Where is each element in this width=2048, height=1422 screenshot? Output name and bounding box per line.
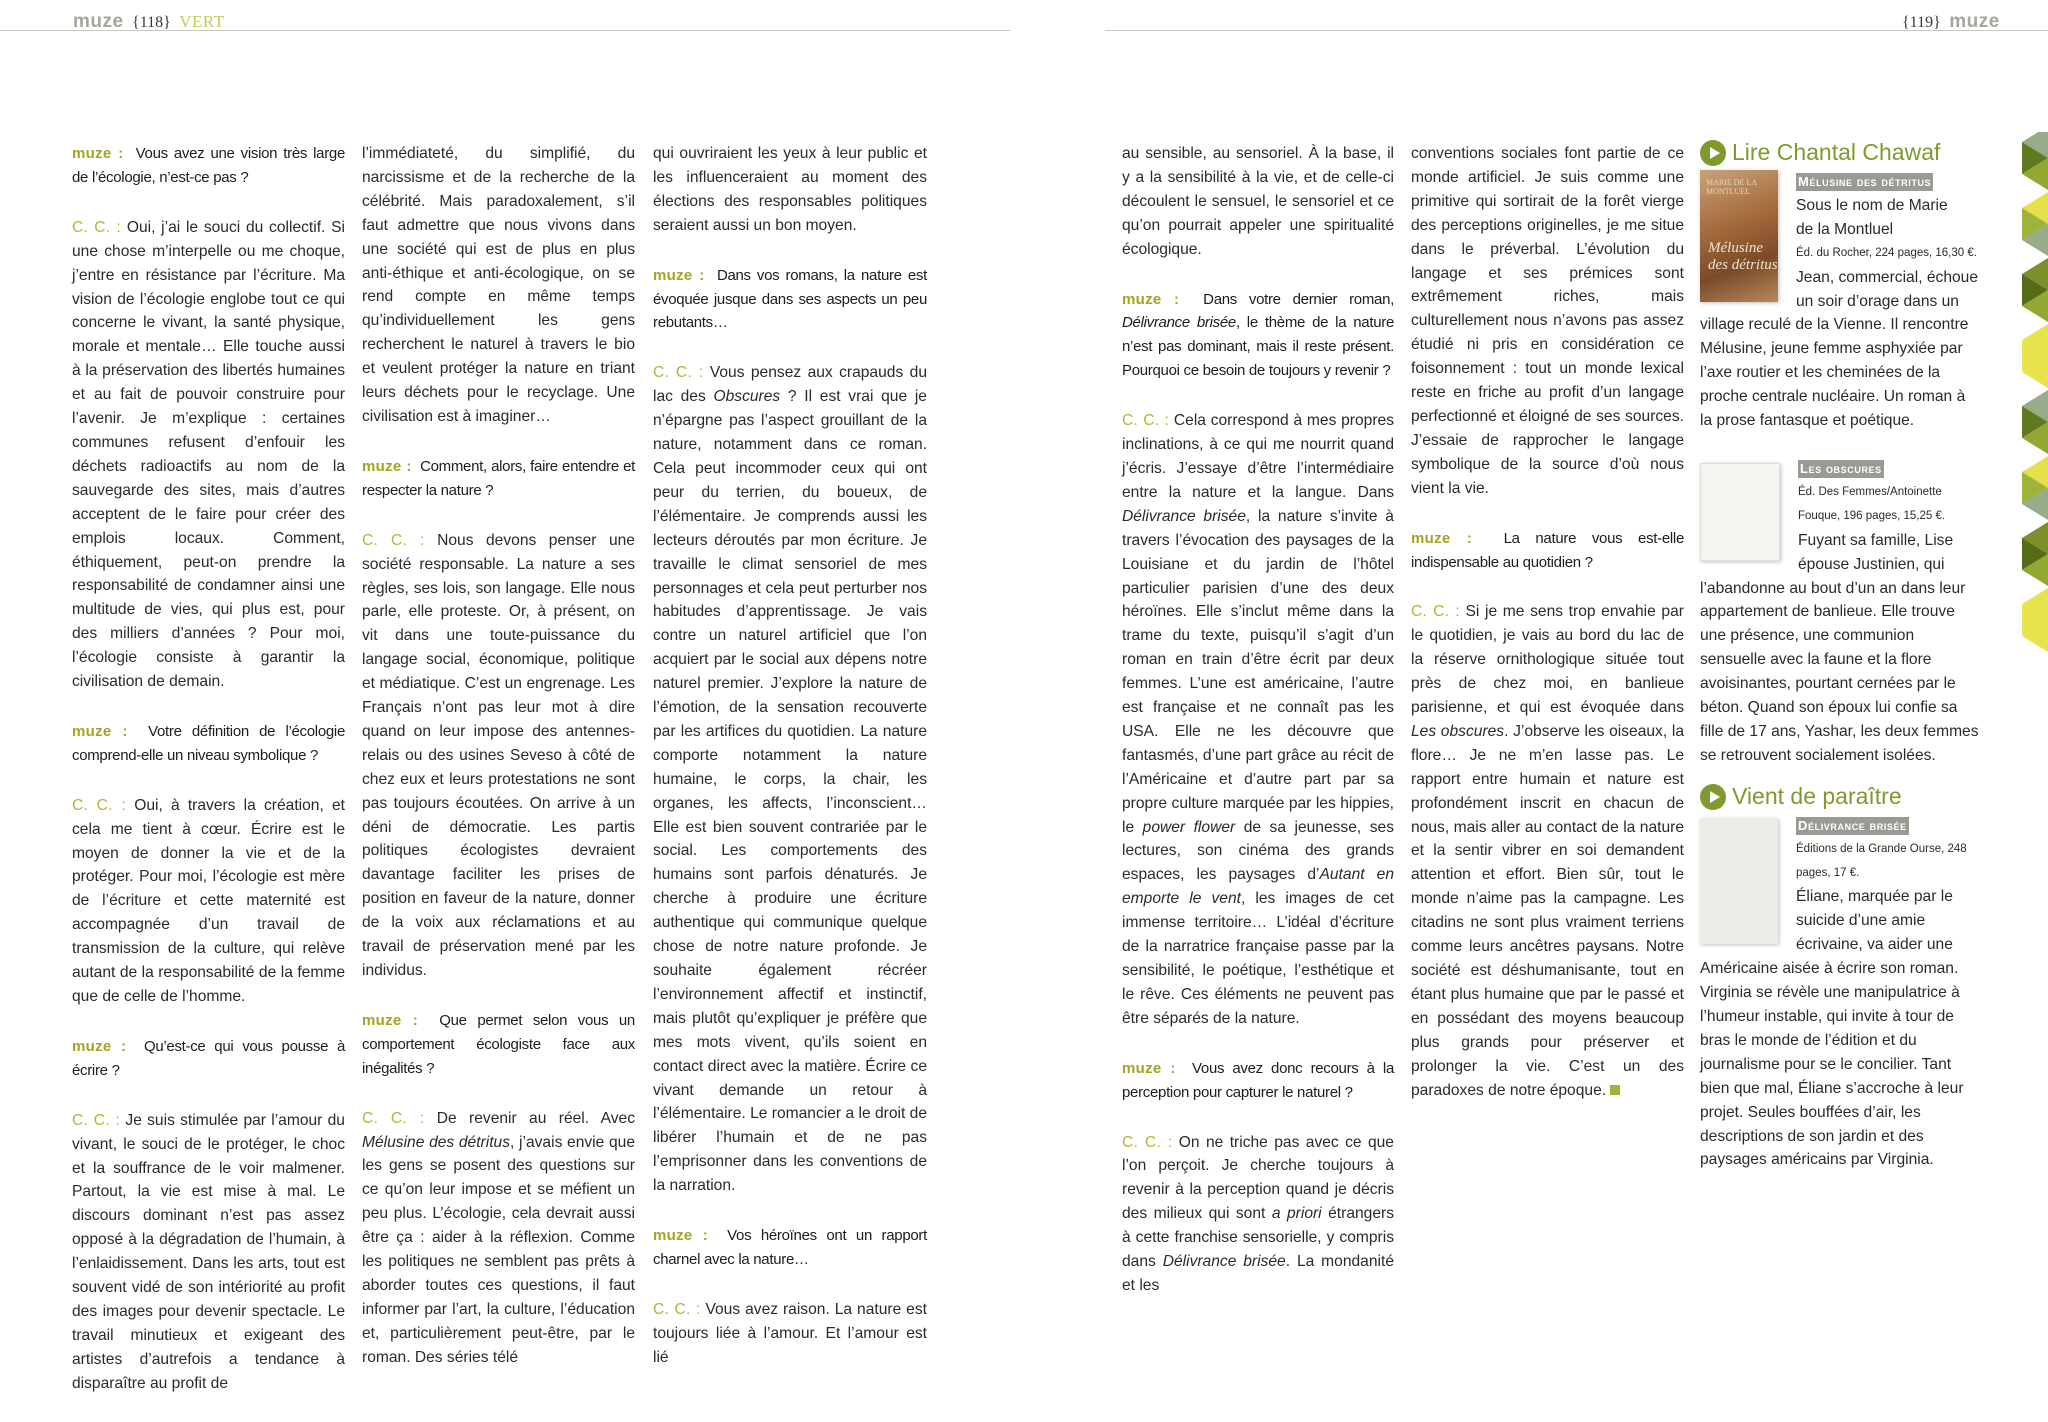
text-span: Votre définition de l’écologie comprend-elle un niveau symbolique ? xyxy=(72,722,345,764)
question-label: muze : xyxy=(653,1227,709,1245)
interview-answer xyxy=(1122,409,1394,1031)
sidebar-heading-new xyxy=(1700,782,1980,812)
italic-title: a priori xyxy=(1271,1205,1322,1223)
interview-answer xyxy=(653,1298,927,1370)
italic-title: Autant en emporte le vent xyxy=(1122,866,1394,908)
book-entry xyxy=(1700,814,1980,1173)
question-label: muze : xyxy=(362,1011,419,1029)
italic-title: Délivrance brisée xyxy=(1122,314,1236,332)
interview-answer xyxy=(72,794,345,1009)
question-label: muze : xyxy=(72,722,128,740)
answer-label: C. C. : xyxy=(362,1109,425,1127)
book-meta: Éd. Des Femmes/Antoinette Fouque, 196 pages, 15,25 €. xyxy=(1798,485,1946,522)
book-cover-image xyxy=(1700,170,1778,302)
question-label: muze : xyxy=(72,1037,127,1055)
book-meta: Éd. du Rocher, 224 pages, 16,30 €. xyxy=(1796,246,1977,259)
text-span: Vous avez une vision très large de l’écologie, n’est-ce pas ? xyxy=(72,145,345,186)
answer-label: C. C. : xyxy=(72,796,126,814)
text-span: Comment, alors, faire entendre et respecter la nature ? xyxy=(362,457,635,499)
text-span: , la nature s’invite à travers l’évocation des paysages de la Louisiane et du jardin de l’hôtel particulier parisien d’une des deux héroïnes. Elle s’inclut même dans la trame du texte, puisqu’il s’agit d’un roman en train d’être écrit par deux femmes. L’une est américaine, l’autre est française et ne connaît pas les USA. Elle ne les découvre que fantasmés, d’une part grâce au récit de l’Américaine et d’autre part par sa propre culture marquée par les hippies, le xyxy=(1122,507,1394,836)
question-label: muze : xyxy=(72,145,124,162)
text-span: au sensible, au sensoriel. À la base, il y a la sensibilité à la vie, et de celle-ci découlent le sensuel, le sensoriel et ce qu’on pourrait appeler une spiritualité écologique. xyxy=(1122,145,1394,258)
book-entry xyxy=(1700,170,1980,433)
italic-title: Délivrance brisée xyxy=(1122,507,1246,525)
text-span: Oui, j’ai le souci du collectif. Si une chose m’interpelle ou me choque, j’entre en résistance par l’écriture. Ma vision de l’écologie englobe tout ce qui concerne le vivant, la santé physique, morale et mentale… Elle touche aussi à la préservation des libertés humaines et au fait de pouvoir construire pour l’avenir. Je m’explique : certaines communes refusent d’enfouir les déchets radioactifs au nom de la sauvegarde des sites, mais d’autres acceptent de le faire pour créer des emplois locaux. Comment, éthiquement, peut-on prendre la responsabilité de condamner ainsi une multitude de vies, qui plus est, pour des milliers d’années ? Pour moi, l’écologie consiste à garantir la civilisation de demain. xyxy=(72,218,345,691)
text-span: ? Il est vrai que je n’épargne pas l’aspect grouillant de la nature, notamment dans ce roman. Cela peut incommoder ceux qui ont peur du terrien, du boueux, de l’élémentaire. Je comprends aussi les lecteurs déroutés par mon écriture. Je travaille le climat sensoriel de mes personnages et cela peut perturber nos habitudes d’apprentissage. Je vais contre un naturel artificiel que l’on acquiert par le social aux dépens notre naturel premier. J’explore la nature de l’émotion, de la sensation recouverte par les artifices du quotidien. La nature comporte notamment la nature humaine, le corps, la chair, les organes, les affects, l’inconscient… Elle est bien souvent contrariée par le social. Les comportements des humains sont parfois dénaturés. Je cherche à produire une écriture authentique qui communique quelque chose de notre nature profonde. Je souhaite également récréer l’environnement affectif et instinctif, mais plutôt qu’expliquer je préfère que mes mots vivent, qu’ils soient en contact direct avec la matière. Écrire ce vivant demande un retour à l’élémentaire. Le romancier a le droit de libérer l’humain et de ne pas l’emprisonner dans les conventions de la narration. xyxy=(653,388,927,1195)
play-icon xyxy=(1700,784,1726,810)
interview-answer xyxy=(653,361,927,1198)
section-label: VERT xyxy=(179,12,225,31)
text-span: On ne triche pas avec ce que l’on perçoit. Je cherche toujours à revenir à la perception quand je décris des milieux qui sont xyxy=(1122,1133,1394,1223)
interview-question xyxy=(653,264,927,336)
interview-question xyxy=(1122,1057,1394,1105)
page-number: {118} xyxy=(132,14,171,31)
page-number: {119} xyxy=(1902,14,1941,31)
interview-answer-continued xyxy=(653,142,927,238)
italic-title: power flower xyxy=(1142,818,1236,836)
interview-question xyxy=(1122,288,1394,384)
interview-question xyxy=(1411,527,1684,575)
italic-title: Les obscures xyxy=(1411,722,1505,740)
interview-answer xyxy=(362,1107,635,1370)
interview-answer-continued xyxy=(362,142,635,429)
text-span: Dans votre dernier roman, xyxy=(1203,290,1394,308)
italic-title: Délivrance brisée xyxy=(1162,1253,1286,1271)
interview-question xyxy=(362,455,635,503)
interview-question xyxy=(72,142,345,190)
text-span: , le thème de la nature n’est pas dominant, mais il reste présent. Pourquoi ce besoin de toujours y revenir ? xyxy=(1122,314,1394,380)
cover-author: MARIE DE LA MONTLUEL xyxy=(1706,178,1757,196)
question-label: muze : xyxy=(653,266,705,284)
text-span: Qu’est-ce qui vous pousse à écrire ? xyxy=(72,1037,345,1079)
sidebar-heading-text: Lire Chantal Chawaf xyxy=(1732,139,1941,166)
text-span: Vous pensez aux crapauds du lac des xyxy=(653,364,927,406)
interview-question xyxy=(362,1009,635,1081)
book-title: Délivrance brisée xyxy=(1798,817,1907,833)
text-span: Nous devons penser une société responsable. La nature a ses règles, ses lois, son langage. Elle nous parle, elle proteste. Or, à présent, on vit dans une toute-puissance du langage social, économique, politique et médiatique. C’est un engrenage. Les Français n’ont pas leur mot à dire quand on leur impose des antennes-relais ou des usines Seveso à côté de chez eux et leurs protestations ne sont pas toujours écoutées. On arrive à un déni de démocratie. Les partis politiques écologistes devraient davantage faciliter les prises de position en faveur de la nature, donner de la voix aux réclamations et au travail de préservation mené par les individus. xyxy=(362,531,635,979)
text-span: . La mondanité et les xyxy=(1122,1253,1394,1294)
page-header-left xyxy=(73,11,225,33)
text-span: Si je me sens trop envahie par le quotidien, je vais au bord du lac de la réserve ornithologique située tout près de chez moi, en banlieue parisienne, et qui est évoquée dans xyxy=(1411,603,1684,717)
book-entry xyxy=(1700,457,1980,768)
interview-answer xyxy=(72,1109,345,1396)
text-span: de sa jeunesse, ses lectures, son cinéma des grands espaces, les paysages d’ xyxy=(1122,818,1394,884)
text-span: qui ouvriraient les yeux à leur public et les influenceraient au moment des élections des responsables politiques seraient aussi un bon moyen. xyxy=(653,145,927,234)
answer-label: C. C. : xyxy=(653,1300,701,1318)
article-column-5 xyxy=(1411,142,1684,1128)
text-span: Vos héroïnes ont un rapport charnel avec la nature… xyxy=(653,1227,927,1268)
interview-answer xyxy=(1411,600,1684,1102)
text-span: De revenir au réel. Avec xyxy=(436,1109,635,1127)
text-span: La nature vous est-elle indispensable au quotidien ? xyxy=(1411,529,1684,571)
text-span: étrangers à cette franchise sensorielle, y compris dans xyxy=(1122,1205,1395,1271)
answer-label: C. C. : xyxy=(72,1111,121,1129)
book-intro: Sous le nom de Marie de la Montluel xyxy=(1796,196,1948,238)
text-span: , les images de cet immense territoire… L’idéal d’écriture de la narratrice française passe par la sensibilité, le poétique, l’esthétique et le rêve. Ces éléments ne peuvent pas être séparés de la nature. xyxy=(1122,890,1394,1027)
page-header-right xyxy=(1898,11,2000,33)
answer-label: C. C. : xyxy=(1122,412,1170,430)
question-label: muze : xyxy=(1122,1059,1176,1077)
text-span: Vous avez donc recours à la perception pour capturer le naturel ? xyxy=(1122,1059,1394,1101)
italic-title: Obscures xyxy=(713,388,781,406)
brand-logo: muze xyxy=(73,11,124,32)
book-title: Les obscures xyxy=(1800,460,1882,476)
text-span: Je suis stimulée par l’amour du vivant, le souci de le protéger, le choc et la souffrance de le voir malmener. Partout, la vie est mise à mal. Le discours dominant n’est pas assez opposé à la dégradation de l’humain, à l’enlaidissement. Dans les arts, tout est souvent vidé de son intériorité au profit des images pour devenir spectacle. Le travail minutieux et exigeant des artistes d’autrefois a tendance à disparaître au profit de xyxy=(72,1111,345,1392)
book-summary: Jean, commercial, échoue un soir d’orage dans un village reculé de la Vienne. Il rencontre Mélusine, jeune femme asphyxiée par l’axe routier et les cheminées de la proche centrale nucléaire. Un roman à la prose fantasque et poétique. xyxy=(1700,268,1979,430)
text-span: Vous avez raison. La nature est toujours liée à l’amour. Et l’amour est lié xyxy=(653,1300,927,1366)
end-of-article-icon xyxy=(1610,1085,1620,1095)
article-column-2 xyxy=(362,142,635,1396)
sidebar-heading-read xyxy=(1700,138,1980,168)
text-span: . J’observe les oiseaux, la flore… Je ne m’en lasse pas. Le rapport entre humain et nature est profondément inscrit en chacun de nous, mais aller au contact de la nature et la sentir vibrer en soi demandent attention et effort. Bien sûr, tout le monde n’aime pas la campagne. Les citadins ne sont plus vraiment terriens comme leurs ancêtres paysans. Notre société est déshumanisante, tout en étant plus humaine que par le passé et en possédant des moyens beaucoup plus grands pour préserver et prolonger la vie. C’est un des paradoxes de notre époque. xyxy=(1411,722,1684,1099)
answer-label: C. C. : xyxy=(1411,603,1460,621)
answer-label: C. C. : xyxy=(72,218,122,236)
answer-label: C. C. : xyxy=(1122,1133,1173,1151)
interview-answer xyxy=(362,529,635,983)
play-icon xyxy=(1700,140,1726,166)
interview-question xyxy=(72,1035,345,1083)
book-summary: Fuyant sa famille, Lise épouse Justinien, qui l’abandonne au bout d’un an dans leur appartement de banlieue. Elle trouve une présence, une communion sensuelle avec la faune et la flore avoisinantes, pourtant cernées par le béton. Quand son époux lui confie sa fille de 17 ans, Yashar, les deux femmes se retrouvent socialement isolées. xyxy=(1700,531,1979,764)
book-cover-image xyxy=(1700,818,1778,944)
italic-title: Mélusine des détritus xyxy=(362,1133,511,1151)
question-label: muze : xyxy=(1411,529,1473,547)
answer-label: C. C. : xyxy=(362,531,425,549)
question-label: muze : xyxy=(362,457,412,475)
answer-label: C. C. : xyxy=(653,364,704,382)
interview-answer xyxy=(1122,1131,1394,1298)
text-span: Dans vos romans, la nature est évoquée jusque dans ses aspects un peu rebutants… xyxy=(653,266,927,332)
book-sidebar xyxy=(1700,138,1980,1172)
article-column-4 xyxy=(1122,142,1394,1324)
article-column-3 xyxy=(653,142,927,1396)
book-cover-image xyxy=(1700,463,1780,561)
text-span: conventions sociales font partie de ce monde artificiel. Je suis comme une primitive qui sortirait de la forêt vierge des perceptions originelles, je me situe dans le préverbal. L’évolution du langage et ses prémices sont extrêmement riches, mais culturellement nous n’avons pas assez étudié ni pris en considération ce foisonnement : tout un monde lexical reste en friche au profit d’un langage perfectionné et éloigné de ses sources. J’essaie de rapprocher le langage symbolique de la source d’où nous vient la vie. xyxy=(1411,145,1684,497)
article-column-1 xyxy=(72,142,345,1422)
question-label: muze : xyxy=(1122,290,1180,308)
decorative-triangle-strip xyxy=(2022,132,2048,672)
book-summary: Éliane, marquée par le suicide d’une amie écrivaine, va aider une Américaine aisée à écrire son roman. Virginia se révèle une manipulatrice à l’humeur instable, qui invite à tour de bras le monde de l’édition et du journalisme pour se le concilier. Tant bien que mal, Éliane s’accroche à leur projet. Seules bouffées d’air, les descriptions de son jardin et des paysages américains par Virginia. xyxy=(1700,888,1964,1169)
book-meta: Éditions de la Grande Ourse, 248 pages, 17 €. xyxy=(1796,842,1967,879)
book-title: Mélusine des détritus xyxy=(1798,174,1932,189)
text-span: , j’avais envie que les gens se posent des questions sur ce qu’on leur impose et se méfient un peu plus. L’écologie, cela devrait aussi être ça : aider à la réflexion. Comme les politiques ne semblent pas prêts à aborder toutes ces questions, il faut informer par l’art, la culture, l’éducation et, particulièrement peut-être, par le roman. Des séries télé xyxy=(362,1133,635,1366)
interview-answer-continued xyxy=(1122,142,1394,262)
cover-title: Mélusine des détritus xyxy=(1708,240,1778,273)
interview-answer xyxy=(72,216,345,694)
text-span: Cela correspond à mes propres inclinations, à ce qui me nourrit quand j’écris. J’essaye d’être l’intermédiaire entre la nature et la langue. Dans xyxy=(1122,412,1394,501)
text-span: Oui, à travers la création, et cela me tient à cœur. Écrire est le moyen de donner la vie et de la protéger. Pour moi, l’écologie est mère de l’écriture et cette maternité est accompagnée d’un travail de transmission de la culture, qui relève autant de la responsabilité de la femme que de celle de l’homme. xyxy=(72,796,345,1005)
interview-question xyxy=(72,720,345,768)
brand-logo: muze xyxy=(1949,11,2000,32)
interview-question xyxy=(653,1224,927,1272)
sidebar-heading-text: Vient de paraître xyxy=(1732,782,1902,809)
text-span: l’immédiateté, du simplifié, du narcissisme et de la recherche de la célébrité. Mais paradoxalement, s’il faut admettre que nous vivons dans une société qui est de plus en plus anti-éthique et anti-écologique, on se rend compte en même temps qu’individuellement les gens recherchent le naturel à travers le bio et veulent protéger la nature en triant leurs déchets pour le recyclage. Une civilisation est à imaginer… xyxy=(362,145,635,425)
text-span: Que permet selon vous un comportement écologiste face aux inégalités ? xyxy=(362,1011,635,1077)
interview-answer-continued xyxy=(1411,142,1684,501)
